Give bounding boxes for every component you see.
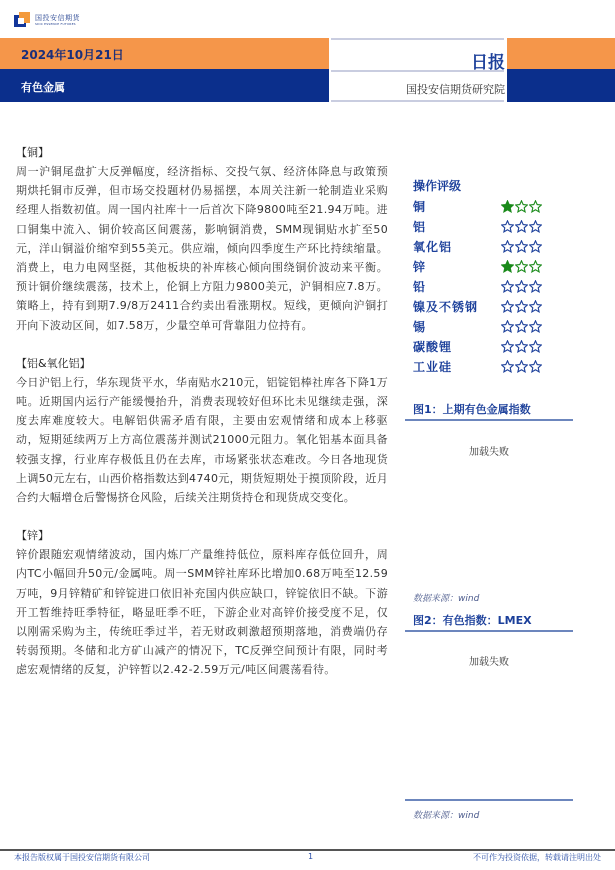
company-logo [14, 10, 80, 30]
figure-2-load-failed: 加载失败 [469, 657, 509, 668]
section-body: 锌价跟随宏观情绪波动，国内炼厂产量维持低位，原料库存低位回升，周内TC小幅回升50元/金属吨。周一SMM锌社库环比增加0.68万吨至12.59万吨，9月锌精矿和锌锭进口依旧补充国内供应缺口，锌锭依旧不缺。下游开工暂维持旺季特征，略显旺季不旺，下游企业对高锌价接受度不足，仅以刚需采购为主，传统旺季过半，若无财政刺激超预期落地，消费端仍存转弱预期。冬储和北方矿山减产的情况下，TC反弹空间预计有限，同时考虑宏观情绪的反复，沪锌暂以2.42-2.59万元/吨区间震荡看待。 [16, 548, 388, 677]
rating-row [413, 256, 613, 276]
footer-copyright: 本报告版权属于国投安信期货有限公司 [14, 853, 150, 862]
figure-2-source: 数据来源：wind [413, 811, 480, 821]
rating-row [413, 236, 613, 256]
star-outline-icon [515, 280, 528, 293]
rating-stars [501, 360, 543, 373]
rating-row [413, 316, 613, 336]
star-outline-icon [515, 200, 528, 213]
page-number: 1 [308, 852, 314, 861]
star-outline-icon [515, 300, 528, 313]
rating-stars [501, 240, 543, 253]
star-outline-icon [501, 220, 514, 233]
rating-metal-name: 镍及不锈钢 [413, 299, 479, 314]
star-outline-icon [501, 300, 514, 313]
rating-metal-name: 碳酸锂 [413, 339, 453, 354]
rating-row [413, 296, 613, 316]
star-outline-icon [515, 360, 528, 373]
figure-2-bottom-divider [405, 799, 573, 801]
rating-row [413, 336, 613, 356]
logo-name-cn: 国投安信期货 [35, 13, 80, 22]
header-divider [331, 100, 504, 102]
rating-row [413, 356, 613, 376]
rating-row [413, 196, 613, 216]
section-title: 【铜】 [16, 146, 49, 159]
section-zinc [16, 526, 388, 679]
section-body: 今日沪铝上行，华东现货平水，华南贴水210元，铝锭铝棒社库各下降1万吨。近期国内运行产能缓慢抬升，消费表现较好但环比未见继续走强，深度去库难度较大。电解铝供需矛盾有限，主要由宏观情绪和成本上移驱动，短期延续两万上方高位震荡并测试21000元阻力。氧化铝基本面具备较强支撑，行业库存极低且仍在去库，市场紧张状态难改。今日各地现货上调50元左右，山西价格指数达到4740元，期货短期处于摸顶阶段，近月合约大幅增仓后警惕挤仓风险，后续关注期货持仓和现货成交变化。 [16, 375, 388, 505]
section-copper [16, 143, 388, 335]
report-date: 2024年10月21日 [21, 48, 124, 62]
rating-metal-name: 锌 [413, 259, 427, 274]
rating-title: 操作评级 [413, 179, 462, 193]
star-outline-icon [501, 360, 514, 373]
figure-1-load-failed: 加载失败 [469, 447, 509, 458]
footer-disclaimer: 不可作为投资依据，转载请注明出处 [473, 853, 601, 862]
rating-metal-name: 氧化铝 [413, 239, 453, 254]
star-outline-icon [515, 320, 528, 333]
star-outline-icon [529, 240, 542, 253]
rating-metal-name: 工业硅 [413, 359, 453, 374]
star-filled-icon [501, 200, 514, 213]
figure-2-title: 图2：有色指数：LMEX [413, 614, 532, 627]
logo-mark-icon [14, 12, 30, 28]
star-outline-icon [501, 320, 514, 333]
commentary-column [16, 143, 388, 699]
figure-1-source: 数据来源：wind [413, 594, 480, 604]
star-outline-icon [529, 320, 542, 333]
rating-metal-name: 锡 [413, 319, 427, 334]
star-outline-icon [529, 360, 542, 373]
star-outline-icon [501, 240, 514, 253]
star-filled-icon [501, 260, 514, 273]
rating-stars [501, 260, 543, 273]
header-divider [331, 38, 504, 40]
star-outline-icon [515, 240, 528, 253]
figure-1-title: 图1：上期有色金属指数 [413, 403, 531, 416]
star-outline-icon [515, 220, 528, 233]
star-outline-icon [529, 200, 542, 213]
rating-stars [501, 200, 543, 213]
logo-name-en: SDIC ESSENCE FUTURES [35, 21, 76, 26]
figure-1-divider [405, 419, 573, 421]
rating-metal-name: 铜 [413, 199, 427, 214]
institute-name: 国投安信期货研究院 [406, 83, 505, 96]
star-outline-icon [501, 340, 514, 353]
rating-stars [501, 300, 543, 313]
rating-list [413, 196, 613, 376]
figure-2-divider [405, 630, 573, 632]
rating-stars [501, 340, 543, 353]
rating-panel [413, 176, 613, 376]
section-title: 【铝&氧化铝】 [16, 356, 91, 370]
header-blue-band [0, 69, 615, 102]
report-type-title: 日报 [471, 53, 505, 73]
star-outline-icon [529, 220, 542, 233]
rating-stars [501, 280, 543, 293]
rating-stars [501, 220, 543, 233]
rating-row [413, 276, 613, 296]
star-outline-icon [529, 340, 542, 353]
section-title: 【锌】 [16, 529, 49, 543]
star-outline-icon [529, 280, 542, 293]
rating-stars [501, 320, 543, 333]
footer-divider [0, 849, 615, 851]
section-aluminum [16, 354, 388, 507]
star-outline-icon [529, 260, 542, 273]
rating-metal-name: 铅 [413, 279, 427, 294]
star-outline-icon [501, 280, 514, 293]
report-sector: 有色金属 [21, 81, 65, 94]
rating-metal-name: 铝 [413, 219, 427, 234]
star-outline-icon [515, 340, 528, 353]
star-outline-icon [515, 260, 528, 273]
rating-row [413, 216, 613, 236]
star-outline-icon [529, 300, 542, 313]
section-body: 周一沪铜尾盘扩大反弹幅度，经济指标、交投气氛、经济体降息与政策预期烘托铜市反弹，但市场交投题材仍易摇摆，本周关注新一轮制造业采购经理人指数初值。周一国内社库十一后首次下降9800吨至21.94万吨。进口铜集中流入、铜价较高区间震荡，影响铜消费，SMM现铜贴水扩至50元，洋山铜溢价缩窄到55美元。供应端，倾向四季度生产环比持续缩量。消费上，电力电网坚挺，其他板块的补库核心倾向围绕铜价波动来平衡。预计铜价继续震荡，技术上，伦铜上方阻力9800美元，沪铜相应7.8万。策略上，持有到期7.9/8万2411合约卖出看涨期权。短线，更倾向沪铜打开向下波动区间，如7.58万，少量空单可背靠阻力位持有。 [16, 165, 388, 332]
